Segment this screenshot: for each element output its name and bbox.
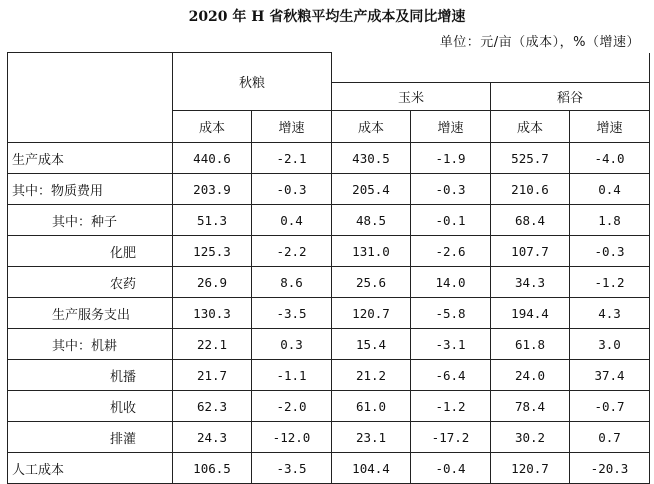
growth-cell: -0.3 [570, 236, 650, 267]
row-label: 化肥 [8, 236, 173, 267]
cost-cell: 62.3 [173, 391, 252, 422]
cost-cell: 120.7 [491, 453, 570, 484]
unit-note: 单位：元/亩（成本），%（增速） [439, 35, 640, 50]
cost-cell: 78.4 [491, 391, 570, 422]
growth-cell: -1.2 [570, 267, 650, 298]
growth-cell: -0.3 [252, 174, 332, 205]
header-cost: 成本 [332, 111, 411, 143]
growth-cell: -0.1 [411, 205, 491, 236]
cost-cell: 21.7 [173, 360, 252, 391]
header-growth: 增速 [411, 111, 491, 143]
growth-cell: -4.0 [570, 143, 650, 174]
corner-cell [8, 53, 173, 143]
growth-cell: 3.0 [570, 329, 650, 360]
growth-cell: -1.2 [411, 391, 491, 422]
growth-cell: 4.3 [570, 298, 650, 329]
table-row [8, 174, 650, 205]
cost-cell: 23.1 [332, 422, 411, 453]
growth-cell: 0.7 [570, 422, 650, 453]
header-corn: 玉米 [332, 83, 491, 111]
table-row [8, 453, 650, 484]
cost-table [7, 52, 650, 484]
cost-cell: 131.0 [332, 236, 411, 267]
growth-cell: -0.7 [570, 391, 650, 422]
cost-cell: 51.3 [173, 205, 252, 236]
row-label: 其中：种子 [8, 205, 173, 236]
row-label: 生产成本 [8, 143, 173, 174]
header-cost: 成本 [173, 111, 252, 143]
growth-cell: -0.4 [411, 453, 491, 484]
row-label: 机收 [8, 391, 173, 422]
page-title: 2020 年 H 省秋粮平均生产成本及同比增速 [188, 9, 466, 25]
growth-cell: -2.0 [252, 391, 332, 422]
table-row [8, 360, 650, 391]
cost-cell: 68.4 [491, 205, 570, 236]
table-body [8, 143, 650, 484]
growth-cell: -3.5 [252, 298, 332, 329]
growth-cell: -3.5 [252, 453, 332, 484]
cost-cell: 205.4 [332, 174, 411, 205]
growth-cell: -0.3 [411, 174, 491, 205]
cost-cell: 440.6 [173, 143, 252, 174]
table-row [8, 236, 650, 267]
cost-cell: 30.2 [491, 422, 570, 453]
table-row [8, 422, 650, 453]
cost-cell: 34.3 [491, 267, 570, 298]
growth-cell: 14.0 [411, 267, 491, 298]
row-label: 排灌 [8, 422, 173, 453]
row-label: 机播 [8, 360, 173, 391]
growth-cell: -17.2 [411, 422, 491, 453]
growth-cell: 8.6 [252, 267, 332, 298]
growth-cell: 0.4 [570, 174, 650, 205]
cost-cell: 125.3 [173, 236, 252, 267]
cost-cell: 24.0 [491, 360, 570, 391]
growth-cell: -2.2 [252, 236, 332, 267]
cost-cell: 210.6 [491, 174, 570, 205]
cost-cell: 22.1 [173, 329, 252, 360]
cost-cell: 25.6 [332, 267, 411, 298]
growth-cell: 0.4 [252, 205, 332, 236]
header-growth: 增速 [570, 111, 650, 143]
cost-cell: 203.9 [173, 174, 252, 205]
growth-cell: -12.0 [252, 422, 332, 453]
table-row [8, 143, 650, 174]
growth-cell: 1.8 [570, 205, 650, 236]
table-row [8, 391, 650, 422]
growth-cell: -5.8 [411, 298, 491, 329]
row-label: 生产服务支出 [8, 298, 173, 329]
table-row [8, 267, 650, 298]
header-cost: 成本 [491, 111, 570, 143]
cost-cell: 106.5 [173, 453, 252, 484]
cost-cell: 430.5 [332, 143, 411, 174]
table-row [8, 298, 650, 329]
cost-cell: 21.2 [332, 360, 411, 391]
cost-cell: 15.4 [332, 329, 411, 360]
cost-cell: 120.7 [332, 298, 411, 329]
cost-cell: 61.0 [332, 391, 411, 422]
row-label: 其中：物质费用 [8, 174, 173, 205]
growth-cell: -1.1 [252, 360, 332, 391]
header-autumn-grain: 秋粮 [173, 53, 332, 111]
row-label: 人工成本 [8, 453, 173, 484]
growth-cell: 0.3 [252, 329, 332, 360]
row-label: 农药 [8, 267, 173, 298]
growth-cell: 37.4 [570, 360, 650, 391]
cost-cell: 104.4 [332, 453, 411, 484]
cost-cell: 107.7 [491, 236, 570, 267]
cost-cell: 26.9 [173, 267, 252, 298]
header-spacer [332, 53, 650, 83]
growth-cell: -2.6 [411, 236, 491, 267]
table-row [8, 329, 650, 360]
growth-cell: -2.1 [252, 143, 332, 174]
cost-cell: 525.7 [491, 143, 570, 174]
growth-cell: -3.1 [411, 329, 491, 360]
table-row [8, 205, 650, 236]
cost-cell: 24.3 [173, 422, 252, 453]
cost-cell: 130.3 [173, 298, 252, 329]
row-label: 其中：机耕 [8, 329, 173, 360]
growth-cell: -1.9 [411, 143, 491, 174]
growth-cell: -6.4 [411, 360, 491, 391]
growth-cell: -20.3 [570, 453, 650, 484]
cost-cell: 61.8 [491, 329, 570, 360]
cost-cell: 194.4 [491, 298, 570, 329]
header-rice: 稻谷 [491, 83, 650, 111]
header-growth: 增速 [252, 111, 332, 143]
cost-cell: 48.5 [332, 205, 411, 236]
